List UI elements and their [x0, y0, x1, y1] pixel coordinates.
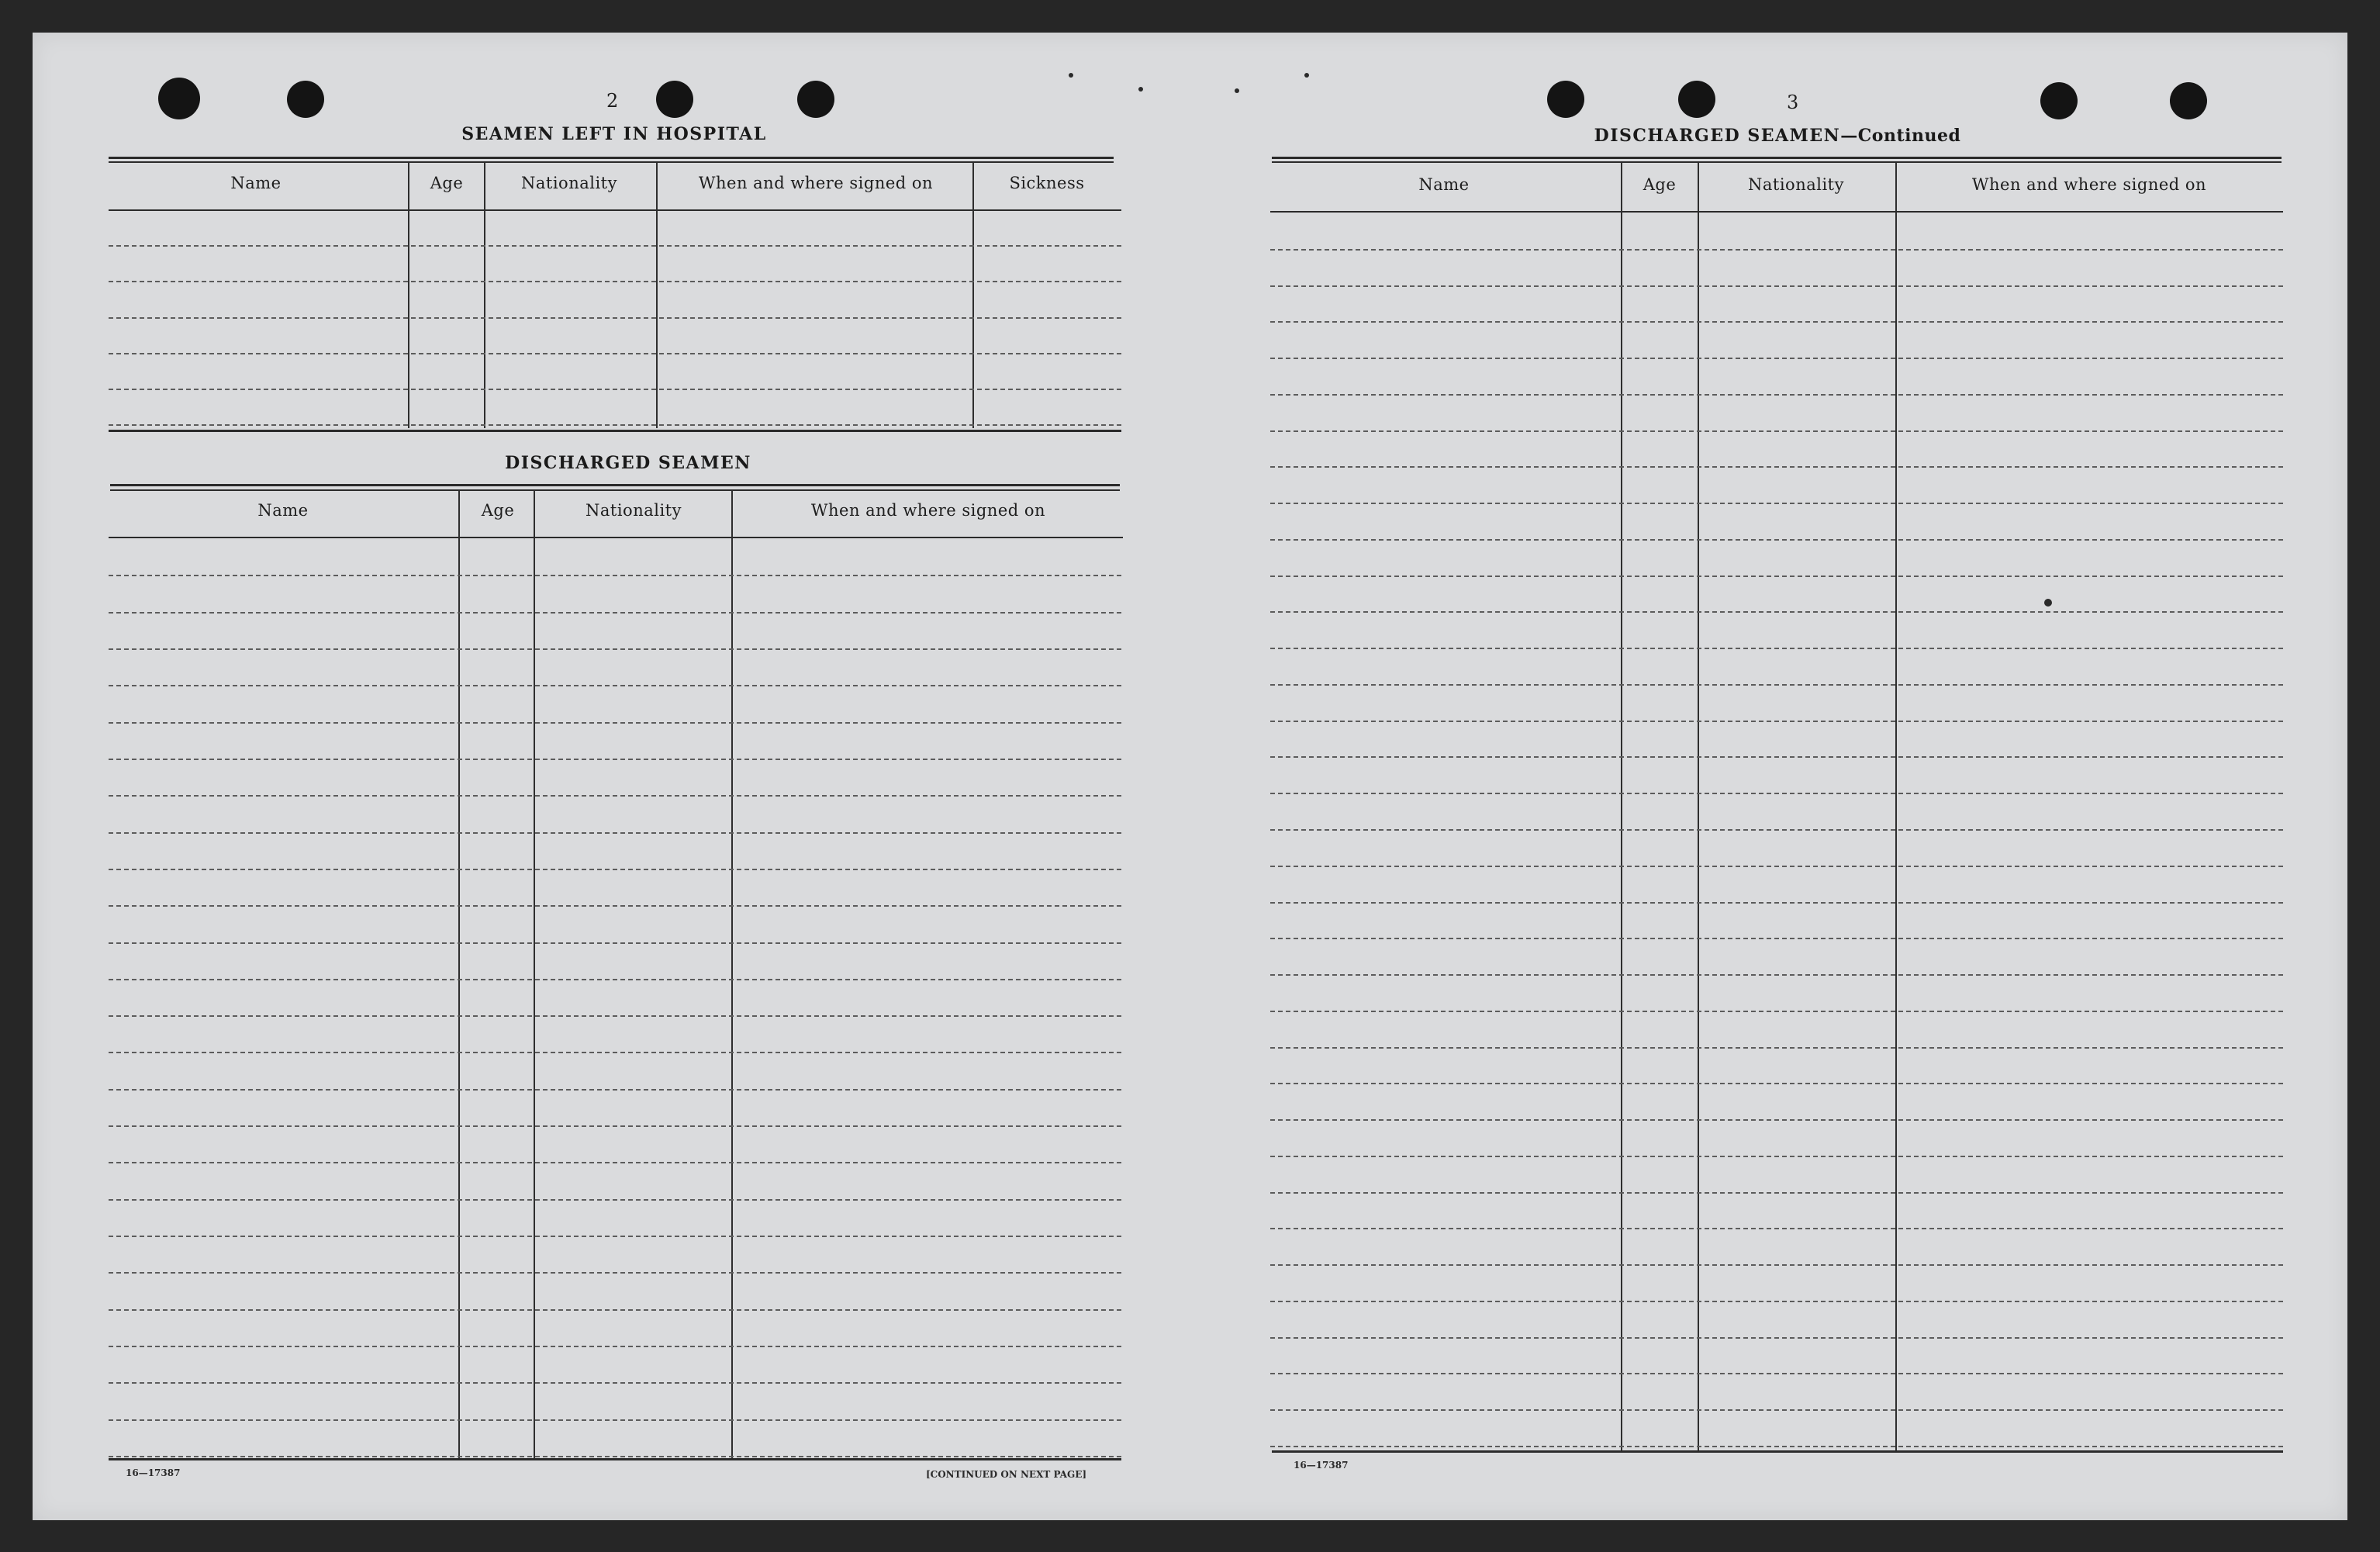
punch-hole	[2040, 82, 2078, 119]
ruled-line	[109, 1419, 1121, 1421]
section-title-hospital: SEAMEN LEFT IN HOSPITAL	[461, 124, 767, 144]
ruled-line	[1270, 1192, 2283, 1194]
ruled-line	[1270, 866, 2283, 867]
column-divider	[534, 490, 535, 1458]
ruled-line	[1270, 249, 2283, 251]
header-rule	[109, 537, 1123, 538]
punch-hole	[797, 81, 834, 118]
ruled-line	[109, 1272, 1121, 1274]
column-divider	[458, 490, 460, 1458]
ruled-line	[109, 905, 1121, 907]
ruled-line	[1270, 1264, 2283, 1266]
ruled-line	[1270, 938, 2283, 939]
ruled-line	[109, 245, 1121, 247]
column-header-signed-on: When and where signed on	[1971, 175, 2207, 194]
ruled-line	[109, 1456, 1121, 1457]
ruled-line	[109, 1089, 1121, 1091]
column-header-nationality: Nationality	[1748, 175, 1844, 194]
form-number: 16—17387	[1294, 1460, 1349, 1471]
column-header-sickness: Sickness	[1009, 174, 1085, 192]
ruled-line	[1270, 321, 2283, 323]
ruled-line	[109, 685, 1121, 686]
ruled-line	[1270, 684, 2283, 686]
ruled-line	[109, 1346, 1121, 1347]
punch-hole	[1547, 81, 1584, 118]
ruled-line	[109, 612, 1121, 614]
ruled-line	[1270, 1156, 2283, 1157]
ruled-line	[1270, 1011, 2283, 1012]
ink-speck	[2044, 599, 2052, 607]
ruled-line	[1270, 1119, 2283, 1121]
table-bottom-rule	[109, 1458, 1121, 1460]
double-rule	[109, 157, 1114, 159]
section-end-rule	[109, 430, 1121, 432]
punch-hole	[1678, 81, 1715, 118]
punch-hole	[287, 81, 324, 118]
ruled-line	[1270, 358, 2283, 359]
ruled-line	[1270, 1373, 2283, 1374]
column-header-nationality: Nationality	[586, 501, 682, 520]
ink-speck	[1069, 73, 1073, 78]
ruled-line	[1270, 503, 2283, 504]
column-divider	[1621, 163, 1622, 1450]
ruled-line	[109, 869, 1121, 870]
ruled-line	[109, 281, 1121, 282]
ruled-line	[109, 795, 1121, 797]
ruled-line	[109, 1382, 1121, 1384]
ruled-line	[109, 1199, 1121, 1201]
ruled-line	[109, 424, 1121, 426]
ruled-line	[1270, 1409, 2283, 1411]
ruled-line	[1270, 974, 2283, 976]
ruled-line	[109, 648, 1121, 650]
ruled-line	[1270, 648, 2283, 649]
double-rule	[110, 489, 1120, 491]
header-rule	[109, 209, 1121, 211]
section-title-discharged: DISCHARGED SEAMEN	[505, 453, 751, 473]
double-rule	[109, 161, 1114, 163]
ruled-line	[1270, 829, 2283, 831]
ruled-line	[109, 1015, 1121, 1017]
ruled-line	[109, 722, 1121, 724]
double-rule	[1272, 157, 2282, 159]
table-bottom-rule	[1272, 1450, 2283, 1453]
ink-speck	[1235, 88, 1239, 93]
punch-hole	[2170, 82, 2207, 119]
form-number: 16—17387	[126, 1467, 181, 1478]
ruled-line	[1270, 1446, 2283, 1447]
column-header-signed-on: When and where signed on	[810, 501, 1046, 520]
column-divider	[731, 490, 733, 1458]
column-header-signed-on: When and where signed on	[698, 174, 934, 192]
ruled-line	[1270, 539, 2283, 541]
ruled-line	[109, 759, 1121, 760]
page-number: 3	[1787, 92, 1799, 113]
ruled-line	[1270, 756, 2283, 758]
title-main: DISCHARGED SEAMEN	[1594, 126, 1841, 146]
ruled-line	[1270, 394, 2283, 396]
ruled-line	[1270, 576, 2283, 577]
ruled-line	[109, 389, 1121, 390]
double-rule	[110, 484, 1120, 486]
ink-speck	[1304, 73, 1309, 78]
ruled-line	[1270, 1083, 2283, 1084]
ruled-line	[109, 1052, 1121, 1053]
ink-speck	[1138, 87, 1143, 92]
column-header-age: Age	[1643, 175, 1677, 194]
column-header-nationality: Nationality	[521, 174, 617, 192]
column-header-age: Age	[430, 174, 464, 192]
ruled-line	[1270, 1228, 2283, 1229]
ruled-line	[109, 1236, 1121, 1237]
column-header-name: Name	[230, 174, 282, 192]
column-header-name: Name	[1418, 175, 1470, 194]
column-divider	[1895, 163, 1897, 1450]
page-number: 2	[606, 90, 619, 112]
column-header-name: Name	[257, 501, 309, 520]
header-rule	[1270, 211, 2283, 213]
ruled-line	[1270, 466, 2283, 468]
column-divider	[1698, 163, 1699, 1450]
ruled-line	[109, 1125, 1121, 1127]
ruled-line	[109, 1309, 1121, 1311]
ruled-line	[1270, 902, 2283, 904]
document-sheet	[33, 33, 2347, 1520]
punch-hole	[656, 81, 693, 118]
ruled-line	[109, 832, 1121, 834]
ruled-line	[1270, 721, 2283, 722]
ruled-line	[109, 575, 1121, 576]
ruled-line	[1270, 285, 2283, 287]
ruled-line	[1270, 1337, 2283, 1339]
ruled-line	[109, 942, 1121, 944]
column-header-age: Age	[481, 501, 515, 520]
ruled-line	[1270, 430, 2283, 432]
ruled-line	[1270, 1301, 2283, 1302]
ruled-line	[109, 1162, 1121, 1163]
double-rule	[1272, 161, 2282, 163]
ruled-line	[1270, 611, 2283, 613]
continued-note: [CONTINUED ON NEXT PAGE]	[926, 1469, 1087, 1480]
ruled-line	[109, 317, 1121, 319]
punch-hole	[158, 78, 200, 119]
ruled-line	[109, 353, 1121, 354]
section-title-discharged-continued	[1594, 126, 1961, 146]
ruled-line	[109, 979, 1121, 980]
ruled-line	[1270, 793, 2283, 794]
ruled-line	[1270, 1047, 2283, 1049]
title-continued: —Continued	[1840, 126, 1961, 146]
